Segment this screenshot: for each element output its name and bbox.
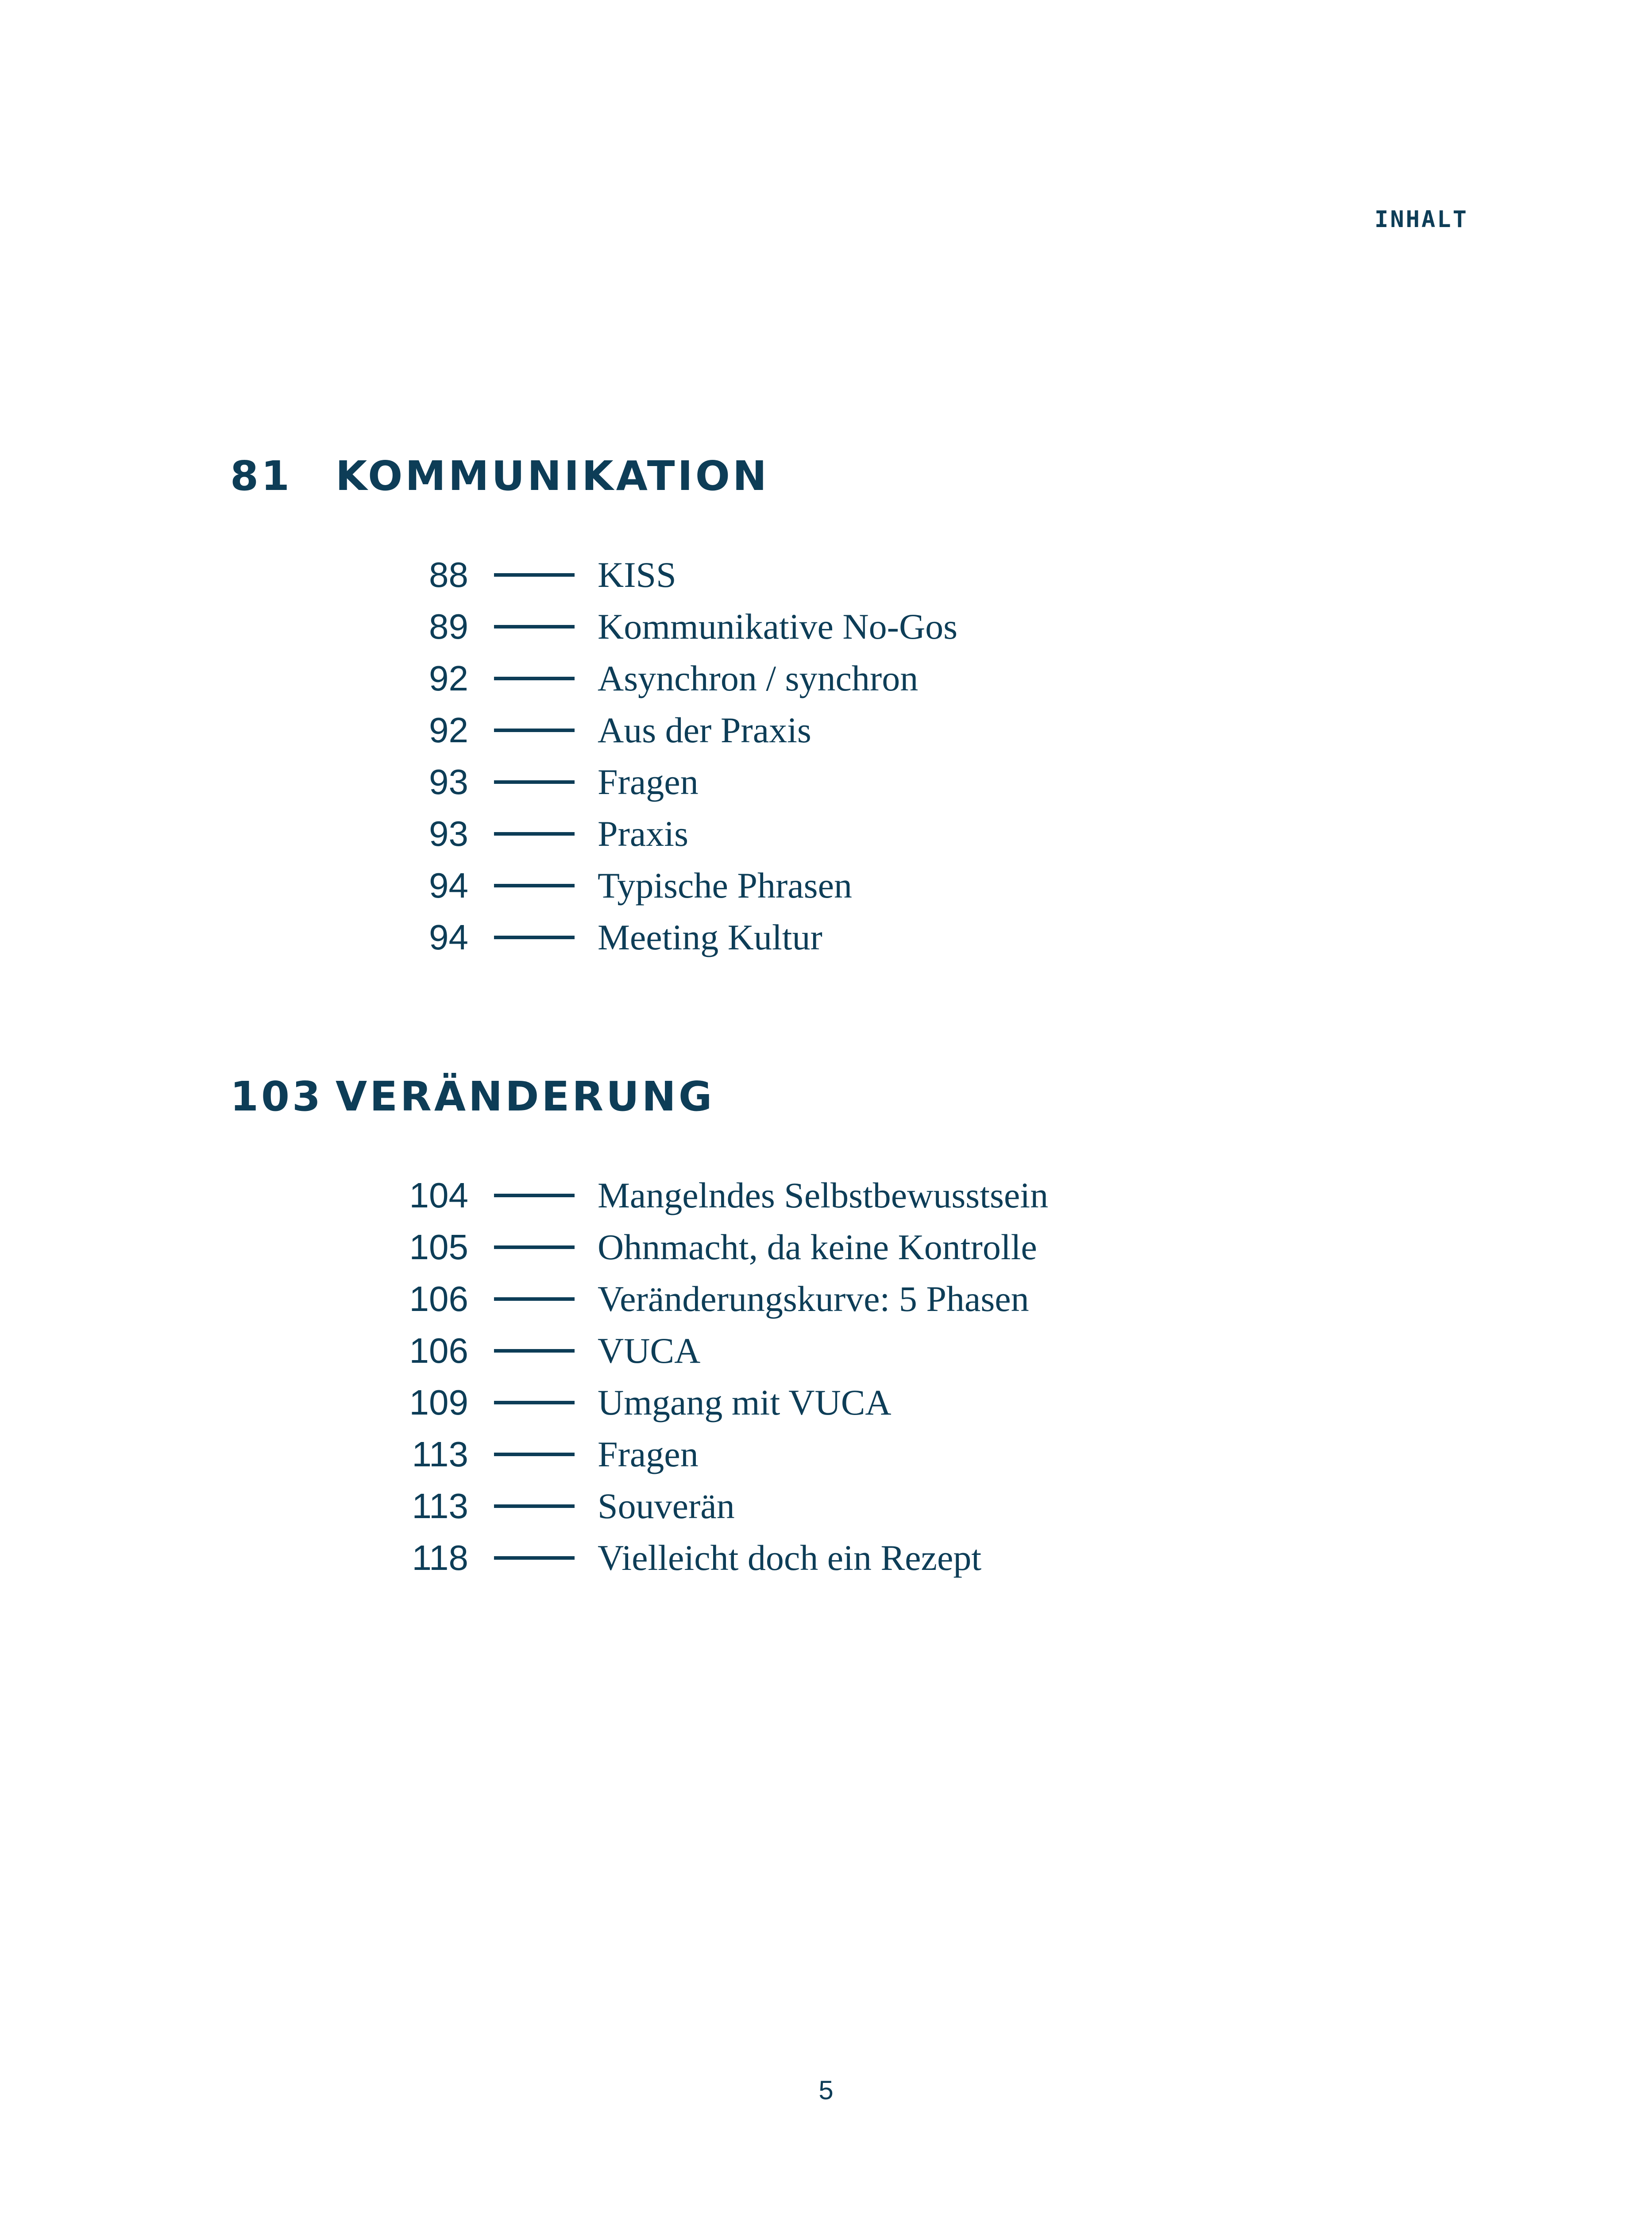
toc-entry-title: Typische Phrasen: [598, 865, 852, 906]
toc-entry-page: 109: [409, 1382, 468, 1422]
toc-entry-rule: [494, 1453, 575, 1456]
toc-entry[interactable]: [230, 549, 1470, 601]
toc-entry-title: Kommunikative No-Gos: [598, 606, 958, 647]
toc-entry[interactable]: [230, 704, 1470, 756]
toc-entry-title: Vielleicht doch ein Rezept: [598, 1537, 982, 1578]
chapter-number: 103: [230, 1073, 324, 1120]
toc-entry[interactable]: [230, 1428, 1470, 1480]
chapter-title: VERÄNDERUNG: [336, 1073, 715, 1120]
toc-entry-list: [230, 549, 1470, 963]
toc-entry-page: 88: [429, 555, 468, 594]
toc-entry-rule: [494, 677, 575, 680]
toc-entry-page: 105: [409, 1227, 468, 1267]
page-number: 5: [818, 2075, 834, 2105]
toc-entry-page: 92: [429, 710, 468, 750]
toc-entry-title: KISS: [598, 554, 676, 595]
toc-entry[interactable]: [230, 808, 1470, 860]
toc-entry-title: Fragen: [598, 1434, 699, 1474]
toc-entry-list: [230, 1169, 1470, 1584]
toc-entry[interactable]: [230, 652, 1470, 704]
toc-entry-page: 94: [429, 865, 468, 905]
toc-entry-title: Fragen: [598, 761, 699, 802]
toc-entry-title: Praxis: [598, 813, 688, 854]
toc-entry[interactable]: [230, 1325, 1470, 1376]
toc-entry[interactable]: [230, 756, 1470, 808]
toc-entry-rule: [494, 729, 575, 732]
toc-entry-title: Asynchron / synchron: [598, 658, 919, 698]
toc-entry-title: Mangelndes Selbstbewusstsein: [598, 1175, 1049, 1215]
toc-entry[interactable]: [230, 1221, 1470, 1273]
toc-entry-page: 93: [429, 762, 468, 802]
toc-entry-rule: [494, 1245, 575, 1249]
toc-entry-rule: [494, 1297, 575, 1301]
toc-entry-rule: [494, 573, 575, 577]
chapter-heading: [230, 452, 1470, 500]
toc-entry-rule: [494, 1556, 575, 1560]
toc-entry-page: 106: [409, 1330, 468, 1370]
toc-entry-rule: [494, 1401, 575, 1404]
chapter-veraenderung: [230, 1073, 1470, 1584]
toc-entry[interactable]: [230, 1480, 1470, 1532]
toc-entry-rule: [494, 832, 575, 836]
chapter-title: KOMMUNIKATION: [336, 452, 769, 500]
running-head: INHALT: [1374, 206, 1468, 233]
chapter-kommunikation: [230, 452, 1470, 963]
chapter-heading: [230, 1073, 1470, 1120]
toc-entry-rule: [494, 884, 575, 887]
toc-entry-page: 104: [409, 1175, 468, 1215]
toc-entry-rule: [494, 936, 575, 939]
toc-entry-rule: [494, 625, 575, 628]
toc-entry-title: Ohnmacht, da keine Kontrolle: [598, 1226, 1037, 1267]
toc-entry-page: 118: [412, 1538, 468, 1577]
toc-entry-title: Aus der Praxis: [598, 709, 811, 750]
toc-entry-page: 93: [429, 813, 468, 853]
toc-entry-rule: [494, 1504, 575, 1508]
toc-entry-title: VUCA: [598, 1330, 701, 1371]
toc-entry-title: Meeting Kultur: [598, 917, 822, 957]
toc-entry[interactable]: [230, 1273, 1470, 1325]
toc-entry-rule: [494, 780, 575, 784]
toc-entry[interactable]: [230, 1532, 1470, 1584]
chapter-number: 81: [230, 452, 293, 500]
toc-entry-rule: [494, 1194, 575, 1197]
toc-entry-title: Umgang mit VUCA: [598, 1382, 892, 1423]
toc-entry[interactable]: [230, 860, 1470, 911]
toc-entry[interactable]: [230, 601, 1470, 652]
toc-entry[interactable]: [230, 1169, 1470, 1221]
toc-entry[interactable]: [230, 911, 1470, 963]
toc-entry-title: Veränderungskurve: 5 Phasen: [598, 1278, 1029, 1319]
toc-entry-page: 106: [409, 1279, 468, 1319]
toc-entry-page: 94: [429, 917, 468, 957]
toc-entry-page: 113: [412, 1434, 468, 1474]
toc-entry-page: 113: [412, 1486, 468, 1526]
toc-entry[interactable]: [230, 1376, 1470, 1428]
toc-entry-page: 92: [429, 658, 468, 698]
toc-entry-rule: [494, 1349, 575, 1353]
toc-entry-page: 89: [429, 606, 468, 646]
toc-entry-title: Souverän: [598, 1485, 735, 1526]
